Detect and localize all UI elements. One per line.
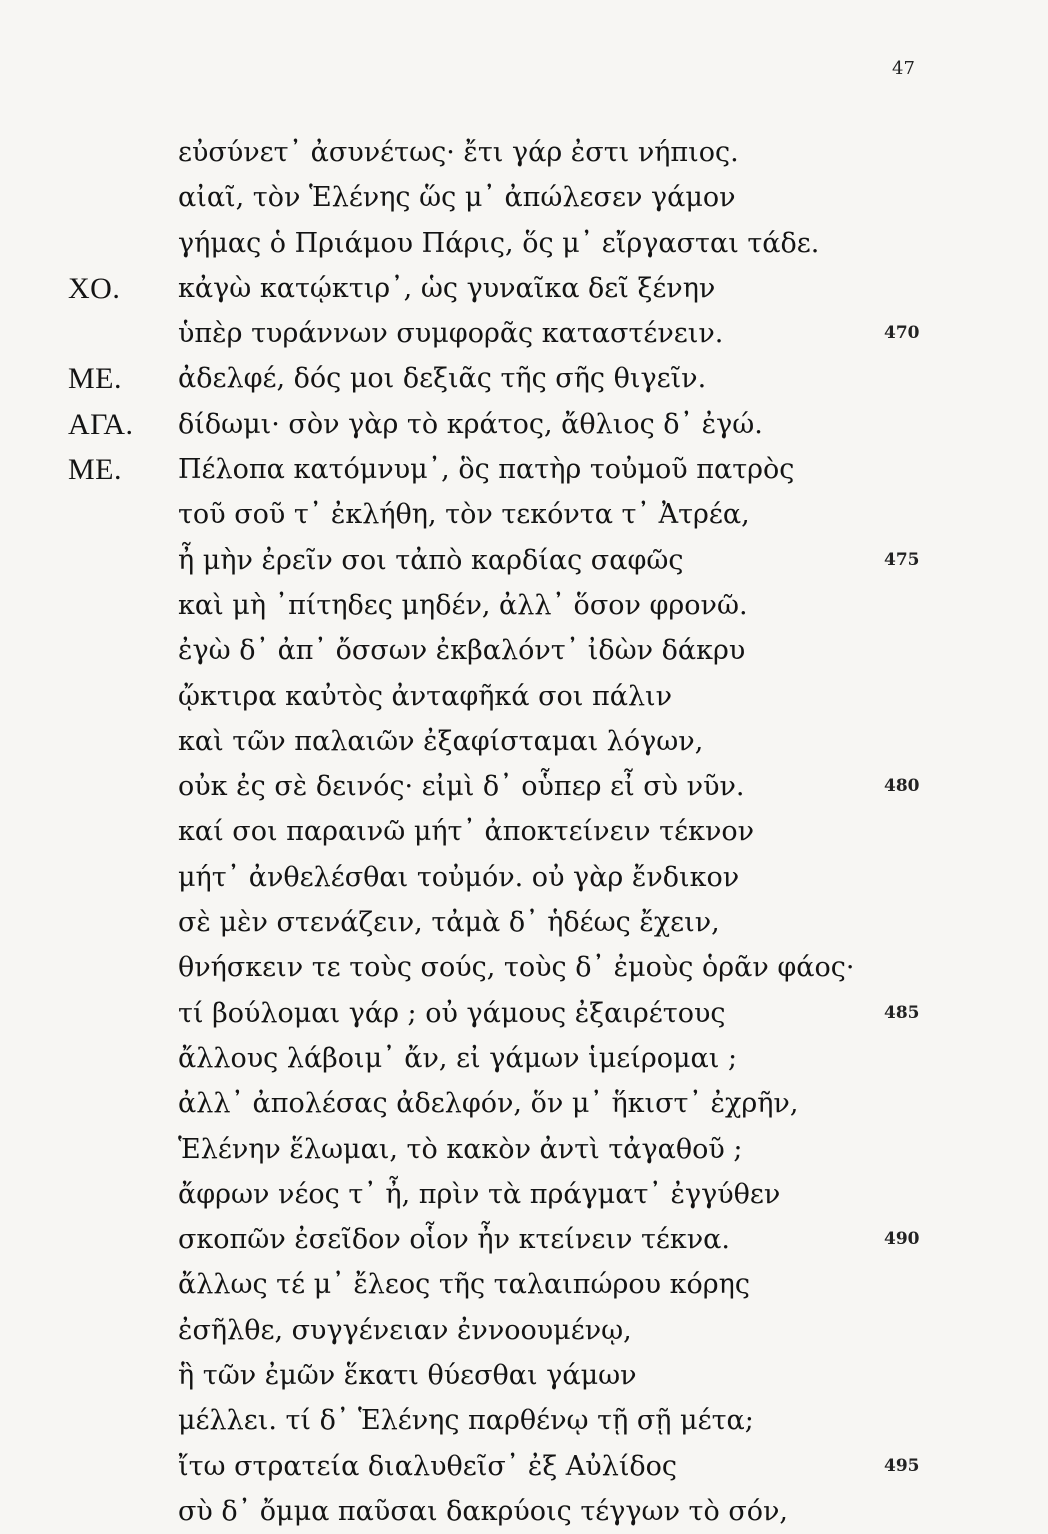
- speaker-label: ΜΕ.: [68, 453, 122, 487]
- verse-text: ἀδελφέ, δός μοι δεξιᾶς τῆς σῆς θιγεῖν.: [178, 363, 707, 395]
- verse-line: [0, 1308, 1048, 1353]
- verse-line: [0, 900, 1048, 945]
- verse-line: [0, 1398, 1048, 1443]
- verse-line: [0, 356, 1048, 401]
- speaker-label: ΑΓΑ.: [68, 407, 134, 441]
- verse-line: [0, 809, 1048, 854]
- verse-line: [0, 1353, 1048, 1398]
- verse-text: Ἑλένην ἕλωμαι, τὸ κακὸν ἀντὶ τἀγαθοῦ ;: [178, 1133, 743, 1165]
- verse-text: ἄλλους λάβοιμ᾽ ἄν, εἰ γάμων ἱμείρομαι ;: [178, 1042, 738, 1074]
- verse-text: γήμας ὁ Πριάμου Πάρις, ὅς μ᾽ εἴργασται τάδε.: [178, 227, 820, 259]
- verse-line: [0, 1489, 1048, 1534]
- page-number: 47: [892, 58, 915, 79]
- verse-line: [0, 1262, 1048, 1307]
- verse-line: [0, 991, 1048, 1036]
- verse-line: [0, 945, 1048, 990]
- verse-text: αἰαῖ, τὸν Ἑλένης ὥς μ᾽ ἀπώλεσεν γάμον: [178, 182, 736, 214]
- verse-line: [0, 447, 1048, 492]
- verse-text: ὑπὲρ τυράννων συμφορᾶς καταστένειν.: [178, 318, 724, 350]
- line-number: 470: [884, 323, 920, 344]
- verse-text: τί βούλομαι γάρ ; οὐ γάμους ἐξαιρέτους: [178, 997, 726, 1029]
- line-number: 495: [884, 1455, 920, 1476]
- verse-line: [0, 175, 1048, 220]
- verse-text: ἐγὼ δ᾽ ἀπ᾽ ὄσσων ἐκβαλόντ᾽ ἰδὼν δάκρυ: [178, 635, 746, 667]
- verse-text: καί σοι παραινῶ μήτ᾽ ἀποκτείνειν τέκνον: [178, 816, 755, 848]
- verse-text: δίδωμι· σὸν γὰρ τὸ κράτος, ἄθλιος δ᾽ ἐγώ.: [178, 408, 763, 440]
- verse-text: ἴτω στρατεία διαλυθεῖσ᾽ ἐξ Αὐλίδος: [178, 1450, 678, 1482]
- verse-line: [0, 583, 1048, 628]
- verse-text: ἦ μὴν ἐρεῖν σοι τἀπὸ καρδίας σαφῶς: [178, 544, 684, 576]
- verse-line: [0, 628, 1048, 673]
- verse-text: ἄφρων νέος τ᾽ ἦ, πρὶν τὰ πράγματ᾽ ἐγγύθεν: [178, 1178, 781, 1210]
- verse-line: [0, 311, 1048, 356]
- line-number: 485: [884, 1002, 920, 1023]
- verse-line: [0, 1172, 1048, 1217]
- speaker-label: ΧΟ.: [68, 271, 121, 305]
- verse-line: [0, 764, 1048, 809]
- verse-text: καὶ τῶν παλαιῶν ἐξαφίσταμαι λόγων,: [178, 725, 704, 757]
- verse-text: σκοπῶν ἐσεῖδον οἷον ἦν κτείνειν τέκνα.: [178, 1224, 730, 1256]
- verse-line: [0, 130, 1048, 175]
- verse-line: [0, 1217, 1048, 1262]
- verse-text: ᾤκτιρα καὐτὸς ἀνταφῆκά σοι πάλιν: [178, 680, 673, 712]
- verse-line: [0, 674, 1048, 719]
- verse-text: θνήσκειν τε τοὺς σούς, τοὺς δ᾽ ἐμοὺς ὁρᾶν φάος·: [178, 952, 855, 984]
- verse-text: σὺ δ᾽ ὄμμα παῦσαι δακρύοις τέγγων τὸ σόν,: [178, 1495, 789, 1527]
- verse-text: καὶ μὴ ᾽πίτηδες μηδέν, ἀλλ᾽ ὅσον φρονῶ.: [178, 589, 748, 621]
- verse-line: [0, 402, 1048, 447]
- verse-text: σὲ μὲν στενάζειν, τἀμὰ δ᾽ ἡδέως ἔχειν,: [178, 907, 720, 939]
- verse-text: τοῦ σοῦ τ᾽ ἐκλήθη, τὸν τεκόντα τ᾽ Ἀτρέα,: [178, 499, 750, 531]
- verse-line: [0, 1081, 1048, 1126]
- verse-text: ἐσῆλθε, συγγένειαν ἐννοουμένῳ,: [178, 1314, 632, 1346]
- verse-line: [0, 266, 1048, 311]
- verse-text: ἣ τῶν ἐμῶν ἕκατι θύεσθαι γάμων: [178, 1360, 637, 1392]
- verse-text: οὐκ ἐς σὲ δεινός· εἰμὶ δ᾽ οὗπερ εἶ σὺ νῦν.: [178, 771, 745, 803]
- verse-line: [0, 1127, 1048, 1172]
- verse-text: ἀλλ᾽ ἀπολέσας ἀδελφόν, ὅν μ᾽ ἥκιστ᾽ ἐχρῆν,: [178, 1088, 799, 1120]
- verse-text: μέλλει. τί δ᾽ Ἑλένης παρθένῳ τῇ σῇ μέτα;: [178, 1405, 754, 1437]
- verse-text: ἄλλως τέ μ᾽ ἔλεος τῆς ταλαιπώρου κόρης: [178, 1269, 750, 1301]
- verse-text: εὐσύνετ᾽ ἀσυνέτως· ἔτι γάρ ἐστι νήπιος.: [178, 137, 739, 168]
- speaker-label: ΜΕ.: [68, 362, 122, 396]
- line-number: 490: [884, 1229, 920, 1250]
- verse-line: [0, 538, 1048, 583]
- verse-block: [0, 130, 1048, 1534]
- verse-line: [0, 1036, 1048, 1081]
- verse-line: [0, 855, 1048, 900]
- verse-line: [0, 492, 1048, 537]
- verse-line: [0, 221, 1048, 266]
- line-number: 475: [884, 549, 920, 570]
- verse-line: [0, 1444, 1048, 1489]
- verse-text: κἀγὼ κατῴκτιρ᾽, ὡς γυναῖκα δεῖ ξένην: [178, 272, 716, 304]
- verse-text: Πέλοπα κατόμνυμ᾽, ὃς πατὴρ τοὐμοῦ πατρὸς: [178, 454, 795, 486]
- verse-text: μήτ᾽ ἀνθελέσθαι τοὐμόν. οὐ γὰρ ἔνδικον: [178, 861, 740, 893]
- verse-line: [0, 719, 1048, 764]
- line-number: 480: [884, 776, 920, 797]
